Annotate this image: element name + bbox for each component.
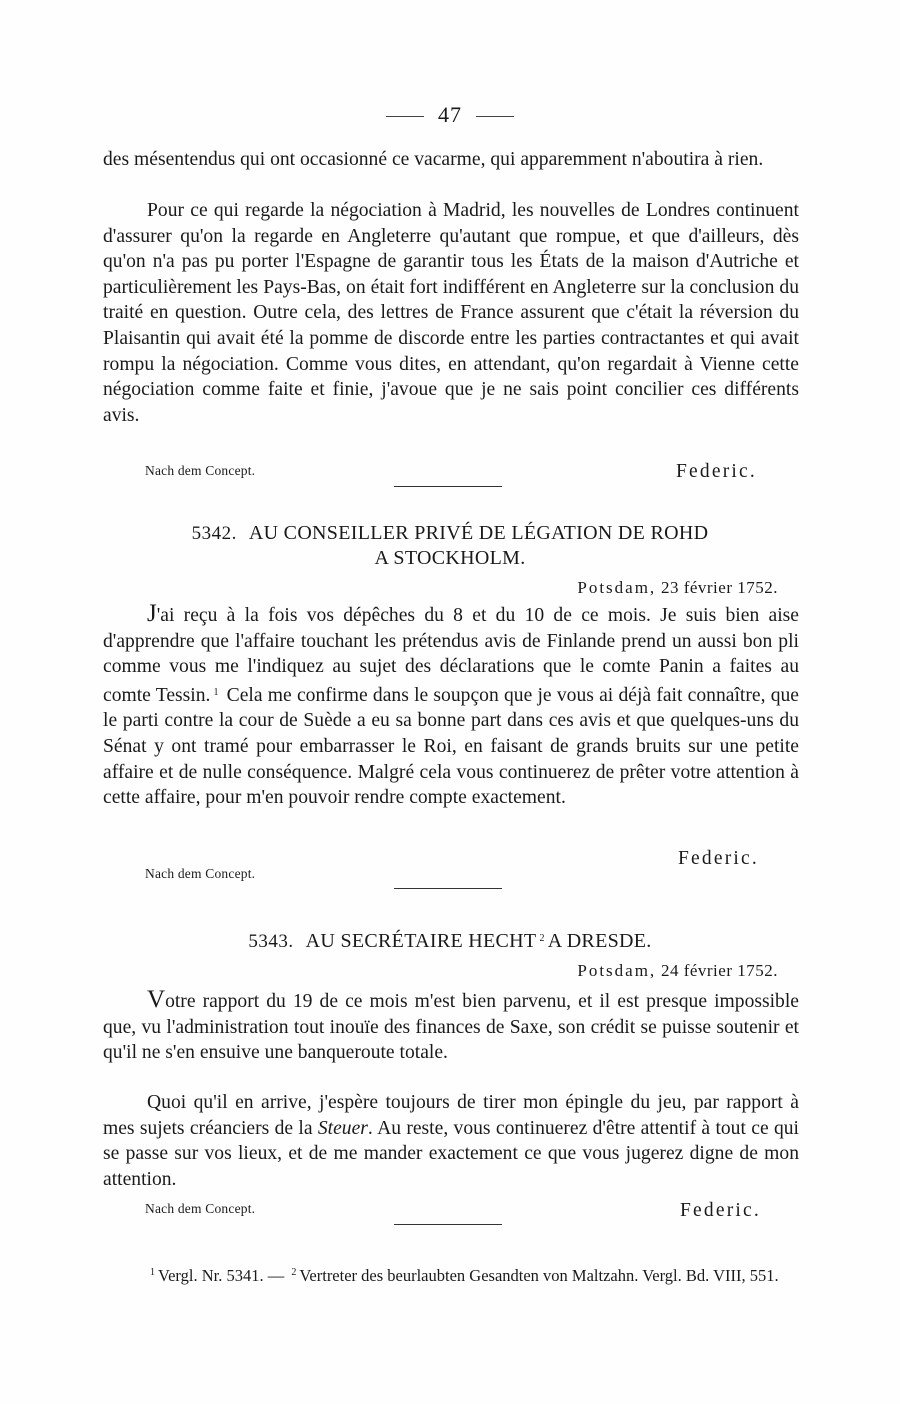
letter-body: [103, 601, 799, 811]
signature: Federic.: [680, 1200, 761, 1221]
letter-number: 5343.: [248, 931, 294, 952]
letter-body-text: otre rapport du 19 de ce mois m'est bien parvenu, et il est presque impossible que, vu l'administration tout inouïe des finances de Saxe, son crédit se puisse soutenir et qu'il ne s'en ensuive une banqueroute totale.: [103, 991, 799, 1064]
letter-body-text-continued: Cela me confirme dans le soupçon que je vous ai déjà fait connaître, que le parti contre la cour de Suède a eu sa bonne part dans ces avis et que quelques-uns du Sénat y ont tramé pour embarrasser le Roi, en faisant de grands bruits sur une petite affaire et de nulle conséquence. Malgré cela vous continuerez de prêter votre attention à cette affaire, pour m'en pouvoir rendre compte exactement.: [103, 684, 799, 809]
source-note: Nach dem Concept.: [145, 463, 256, 478]
dateline-date: 24 février 1752.: [660, 961, 778, 980]
letter-body-text: 'ai reçu à la fois vos dépêches du 8 et du 10 de ce mois. Je suis bien aise d'apprendre que l'affaire touchant les prétendus avis de Finlande prend un aussi bon pli comme vous me l'indiquez au sujet des déclarations que le comte Panin a faites au comte Tessin.: [103, 605, 799, 706]
heading-recipient: AU CONSEILLER PRIVÉ DE LÉGATION DE ROHD: [248, 522, 709, 544]
heading-line-1: [120, 521, 780, 546]
section-rule: [394, 1224, 502, 1225]
heading-recipient: AU SECRÉTAIRE HECHT: [305, 930, 537, 952]
source-note: Nach dem Concept.: [145, 866, 256, 881]
letter-body-text: Quoi qu'il en arrive, j'espère toujours de tirer mon épingle du jeu, par rapport à mes sujets créanciers de la: [103, 1092, 799, 1139]
section-rule: [394, 888, 502, 889]
madrid-paragraph: Pour ce qui regarde la négociation à Madrid, les nouvelles de Londres continuent d'assurer qu'on la regarde en Angleterre qu'autant que rompue, et que d'ailleurs, dès qu'on n'a pas pu porter l'Espagne de garantir tous les États de la maison d'Autriche et particulièrement les Pays-Bas, on était fort indifférent en Angleterre sur la conclusion du traité en question. Outre cela, des lettres de France assurent que c'était la réversion du Plaisantin qui avait été la pomme de discorde entre les parties contractantes et qui avait rompu la négociation. Comme vous dites, en attendant, qu'on regardait à Vienne cette négociation comme faite et finie, j'avoue que je ne sais point concilier ces différents avis.: [103, 200, 799, 426]
footnote-separator: —: [267, 1266, 285, 1285]
footnote-1-marker: 1: [150, 1267, 155, 1278]
footnote-marker: 1: [213, 686, 219, 698]
dateline: [577, 578, 778, 598]
letter-body: [103, 1090, 799, 1192]
heading-place: A DRESDE.: [547, 930, 652, 952]
letter-heading-5342: [120, 521, 780, 571]
dateline-place: Potsdam,: [577, 578, 657, 597]
dateline-date: 23 février 1752.: [660, 578, 778, 597]
dateline: [577, 961, 778, 981]
dropcap-initial: V: [147, 986, 166, 1013]
heading-line-2: A STOCKHOLM.: [374, 547, 526, 569]
footnote-marker: 2: [539, 933, 545, 944]
letter-body-text-continued: . Au reste, vous continuerez d'être attentif à tout ce qui se passe sur vos lieux, et de me mander exactement ce que vous jugerez digne de mon attention.: [103, 1117, 800, 1190]
signature: Federic.: [678, 848, 759, 869]
continuation-paragraph: des mésentendus qui ont occasionné ce vacarme, qui apparemment n'aboutira à rien.: [103, 149, 764, 170]
section-rule: [394, 486, 502, 487]
footnotes: [103, 1262, 809, 1287]
letter-number: 5342.: [191, 523, 237, 544]
italic-term: Steuer: [317, 1117, 368, 1139]
dateline-place: Potsdam,: [577, 961, 657, 980]
page-number-text: 47: [438, 102, 462, 127]
footnote-2-marker: 2: [291, 1267, 297, 1278]
page-number-dash-left: [386, 116, 424, 117]
dropcap-initial: J: [147, 600, 157, 627]
source-note: Nach dem Concept.: [145, 1201, 256, 1216]
page-number: [0, 102, 900, 128]
signature: Federic.: [676, 461, 757, 482]
footnote-2-text: Vertreter des beurlaubten Gesandten von Maltzahn. Vergl. Bd. VIII, 551.: [299, 1266, 779, 1285]
letter-body: [103, 987, 799, 1066]
page-number-dash-right: [476, 116, 514, 117]
letter-heading-5343: [100, 926, 800, 954]
footnote-1-text: Vergl. Nr. 5341.: [158, 1266, 264, 1285]
